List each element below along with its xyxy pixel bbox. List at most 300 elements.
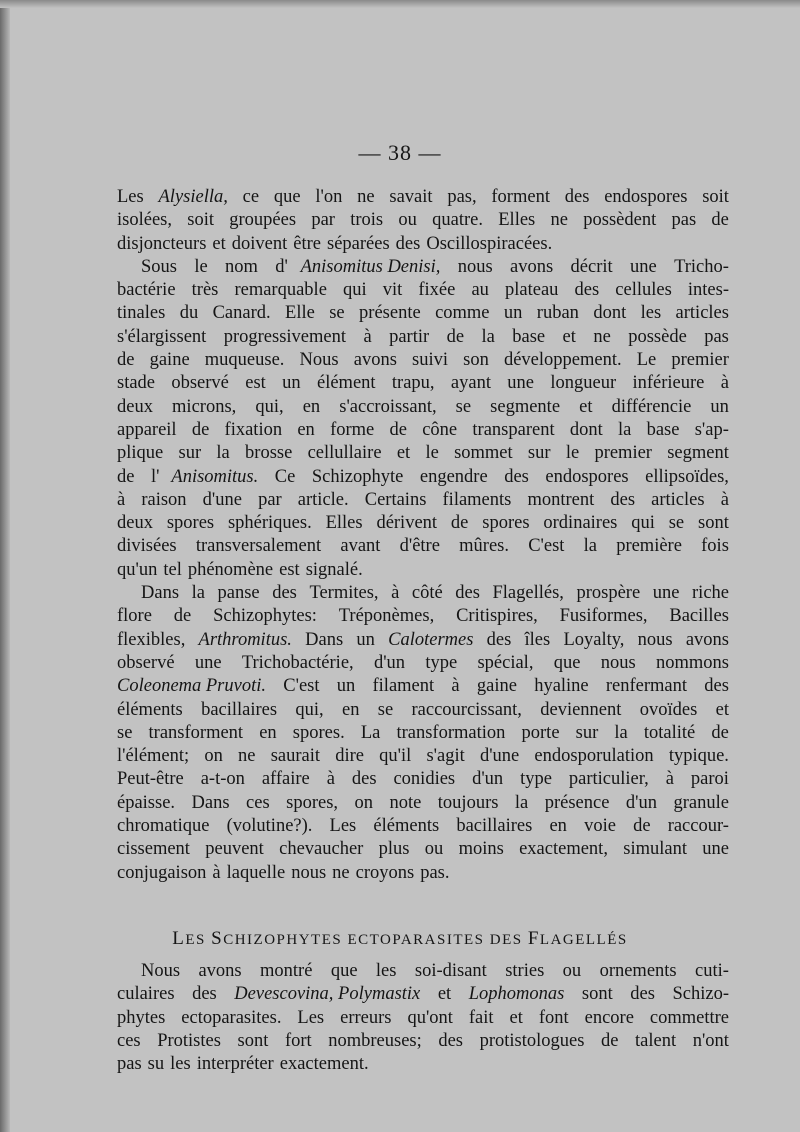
text-line <box>117 349 729 372</box>
word: d'un <box>373 652 406 673</box>
body-text <box>117 186 729 885</box>
word: riche <box>692 583 729 604</box>
word: microns, <box>172 396 237 417</box>
word: avant <box>340 536 381 557</box>
word: a-t-on <box>200 769 245 790</box>
word: observé <box>171 373 229 394</box>
word: Elles <box>325 513 363 534</box>
word: à <box>363 326 372 347</box>
word: bacillaires <box>456 816 533 837</box>
word: paroi <box>690 769 729 790</box>
text-line <box>117 652 729 675</box>
word: dont <box>593 303 627 324</box>
word: suivi <box>412 350 449 371</box>
word: d'une <box>202 489 242 510</box>
word: fixation <box>224 419 283 440</box>
text-line <box>117 396 729 419</box>
word: la <box>514 792 529 813</box>
text-line <box>117 768 729 791</box>
word: flexibles, <box>117 629 186 650</box>
word: culaires <box>117 984 175 1005</box>
word: de <box>711 722 729 743</box>
word: ces <box>246 792 270 813</box>
word: divisées <box>117 536 177 557</box>
word: C'est <box>283 676 320 697</box>
heading-capital: F <box>527 928 540 949</box>
word: filament <box>372 676 435 697</box>
word: un <box>282 373 301 394</box>
word: se <box>455 396 472 417</box>
text-line <box>117 279 729 302</box>
word: une <box>652 583 680 604</box>
word: phénomène <box>187 559 274 580</box>
word: toujours <box>437 792 499 813</box>
word: développement. <box>503 350 622 371</box>
word: îles <box>524 629 551 650</box>
heading-capital: S <box>211 928 224 949</box>
word: d'un <box>625 792 658 813</box>
text-line <box>117 302 729 325</box>
word: qui <box>343 280 367 301</box>
word: une <box>194 652 222 673</box>
text-line <box>117 535 729 558</box>
word: spores <box>482 513 530 534</box>
word: Ce <box>274 466 296 487</box>
word: font <box>538 1007 569 1028</box>
word: ne <box>357 187 375 207</box>
word: Peut-être <box>117 769 184 790</box>
word: type <box>425 652 458 673</box>
word: deviennent <box>540 699 622 720</box>
word: ces <box>117 1030 141 1051</box>
word: premier <box>671 350 729 371</box>
word: sur <box>178 443 202 464</box>
word: raison <box>141 489 187 510</box>
word: des <box>438 1030 463 1051</box>
word: typique. <box>668 746 729 767</box>
word: nous <box>600 652 636 673</box>
section-heading <box>0 928 800 950</box>
word: fois <box>701 536 729 557</box>
text-line <box>117 186 729 209</box>
body-text-continued <box>117 960 729 1076</box>
word: intes- <box>687 280 729 301</box>
word: et <box>437 984 452 1005</box>
text-line <box>117 815 729 838</box>
word: des <box>504 466 529 487</box>
italic-word: Alysiella, <box>158 187 228 207</box>
text-line <box>117 792 729 815</box>
word: ovoïdes <box>639 699 698 720</box>
word: stries <box>505 961 545 981</box>
word: ellipsoïdes, <box>645 466 729 487</box>
word: de <box>633 816 651 837</box>
word: nombreuses; <box>328 1030 422 1051</box>
word: la <box>617 419 632 440</box>
word: simulant <box>623 839 687 860</box>
word: nous <box>291 862 327 883</box>
word: cuti- <box>695 961 729 981</box>
word: s'accroissant, <box>339 396 437 417</box>
text-line <box>117 326 729 349</box>
word: la <box>191 583 205 604</box>
word: remarquable <box>234 280 327 301</box>
word: côté <box>411 583 443 604</box>
word: trois <box>350 210 384 231</box>
word: d'un <box>472 769 504 790</box>
word: avons <box>510 256 554 277</box>
word: conidies <box>393 769 456 790</box>
word: Canard. <box>212 303 271 324</box>
word: très <box>191 280 219 301</box>
word: séparées <box>327 233 390 254</box>
text-line <box>117 582 729 605</box>
word: éléments <box>117 699 183 720</box>
word: et <box>509 1007 523 1028</box>
word: soit <box>187 210 214 231</box>
word: Dans <box>141 583 180 604</box>
page-edge-shadow <box>0 0 10 1132</box>
word: à <box>326 769 335 790</box>
word: laquelle <box>226 862 286 883</box>
word: les <box>640 303 662 324</box>
text-line <box>117 512 729 535</box>
word: comme <box>435 303 490 324</box>
word: l' <box>151 466 160 487</box>
word: éléments <box>373 816 440 837</box>
word: un <box>710 396 729 417</box>
word: un <box>356 629 375 650</box>
word: son <box>463 350 489 371</box>
word: des <box>395 233 421 254</box>
word: transparent <box>472 419 555 440</box>
word: affaire <box>261 769 310 790</box>
paragraph <box>117 960 729 1076</box>
word: endospores <box>604 187 688 207</box>
word: fait <box>468 1007 494 1028</box>
word: endospores <box>545 466 629 487</box>
word: montré <box>260 961 313 981</box>
text-line <box>117 838 729 861</box>
word: renfermant <box>605 676 688 697</box>
word: la <box>583 536 597 557</box>
word: des <box>704 676 729 697</box>
word: plique <box>117 443 164 464</box>
word: moins <box>458 839 504 860</box>
word: spécial, <box>477 652 534 673</box>
word: partir <box>389 326 430 347</box>
word: le <box>565 443 580 464</box>
word: s'agit <box>426 746 465 767</box>
word: signalé. <box>305 559 363 580</box>
word: et <box>562 326 576 347</box>
word: pas. <box>420 862 450 883</box>
text-line <box>117 960 729 983</box>
word: présente <box>359 303 421 324</box>
page-number: — 38 — <box>358 140 442 165</box>
word: qui <box>631 513 655 534</box>
word: Tréponèmes, <box>338 606 435 627</box>
text-line <box>117 209 729 232</box>
word: différencie <box>611 396 692 417</box>
word: peuvent <box>205 839 264 860</box>
text-line <box>117 983 729 1006</box>
text-line <box>117 699 729 722</box>
word: plus <box>378 839 410 860</box>
word: pas <box>704 326 729 347</box>
text-line <box>117 1030 729 1053</box>
word: nous <box>457 256 493 277</box>
word: su <box>147 1054 165 1075</box>
word: d' <box>275 256 288 277</box>
word: Protistes <box>157 1030 221 1051</box>
text-line <box>117 466 729 489</box>
word: montrent <box>527 489 595 510</box>
word: qui, <box>295 699 324 720</box>
word: raccourcissant, <box>411 699 522 720</box>
word: encore <box>584 1007 634 1028</box>
word: le <box>425 443 439 464</box>
word: les <box>170 1054 191 1075</box>
word: exactement. <box>279 1054 369 1075</box>
heading-capital: L <box>172 928 186 949</box>
word: exactement, <box>519 839 608 860</box>
word: spores, <box>286 792 339 813</box>
italic-word: Arthromitus. <box>198 629 292 650</box>
word: cellullaire <box>307 443 382 464</box>
word: talent <box>635 1030 677 1051</box>
word: des <box>455 583 480 604</box>
word: les <box>375 961 397 981</box>
word: qu'un <box>117 559 158 580</box>
word: Critispires, <box>456 606 538 627</box>
word: de <box>446 326 465 347</box>
word: ayant <box>450 373 491 394</box>
word: Nous <box>141 961 181 981</box>
word: protistologues <box>479 1030 585 1051</box>
word: Les <box>297 1007 325 1028</box>
word: quatre. <box>432 210 483 231</box>
word: la <box>216 443 230 464</box>
word: prospère <box>576 583 641 604</box>
word: sont <box>237 1030 269 1051</box>
word: Le <box>636 350 657 371</box>
text-line <box>117 256 729 279</box>
word: de <box>601 1030 619 1051</box>
word: C'est <box>528 536 565 557</box>
word: panse <box>217 583 260 604</box>
word: nommons <box>655 652 729 673</box>
word: endosporulation <box>534 746 654 767</box>
word: muqueuse. <box>204 350 285 371</box>
word: par <box>311 210 335 231</box>
word: le <box>194 256 208 277</box>
word: sphériques. <box>227 513 312 534</box>
word: un <box>503 303 523 324</box>
word: interpréter <box>196 1054 274 1075</box>
word: granule <box>673 792 729 813</box>
word: s'ap- <box>694 419 729 440</box>
text-line <box>117 629 729 652</box>
word: cellules <box>615 280 672 301</box>
word: deux <box>117 513 153 534</box>
word: des <box>564 187 590 207</box>
word: en <box>259 722 277 743</box>
word: Schizophyte <box>311 466 404 487</box>
word: sur <box>575 722 599 743</box>
word: pas <box>117 1054 142 1075</box>
word: et <box>715 699 729 720</box>
word: pas <box>671 210 697 231</box>
word: en <box>297 419 315 440</box>
word: avons <box>685 629 729 650</box>
word: ordinaires <box>543 513 618 534</box>
italic-word: Calotermes <box>388 629 474 650</box>
text-line <box>117 442 729 465</box>
word: élément <box>317 373 376 394</box>
word: gaine <box>476 676 517 697</box>
word: des <box>192 984 217 1005</box>
word: s'élargissent <box>117 326 207 347</box>
word: sur <box>527 443 551 464</box>
word: sont <box>581 984 613 1005</box>
word: Bacilles <box>669 606 729 627</box>
word: bactérie <box>117 280 176 301</box>
word: note <box>389 792 422 813</box>
word: isolées, <box>117 210 172 231</box>
italic-word: Coleonema Pruvoti. <box>117 676 267 697</box>
word: transforment <box>148 722 244 743</box>
text-line <box>117 745 729 768</box>
word: la <box>481 326 495 347</box>
word: une <box>702 839 729 860</box>
word: Termites, <box>309 583 379 604</box>
word: épaisse. <box>117 792 176 813</box>
word: flore <box>117 606 152 627</box>
heading-smallcaps: CHIZOPHYTES ECTOPARASITES DES <box>223 932 528 948</box>
word: bacillaires <box>201 699 278 720</box>
word: article. <box>297 489 349 510</box>
word: erreurs <box>340 1007 392 1028</box>
word: ou <box>562 961 582 981</box>
word: possèdent <box>583 210 657 231</box>
italic-word: Devescovina, Polymastix <box>234 984 421 1005</box>
word: de <box>173 606 192 627</box>
word: qu'ont <box>407 1007 453 1028</box>
word: tel <box>163 559 182 580</box>
word: dont <box>569 419 603 440</box>
word: base <box>512 326 546 347</box>
word: commettre <box>649 1007 729 1028</box>
word: ne <box>550 210 568 231</box>
word: Elles <box>498 210 536 231</box>
word: on <box>204 746 223 767</box>
word: progressivement <box>223 326 347 347</box>
text-line <box>117 419 729 442</box>
word: du <box>179 303 199 324</box>
word: chromatique <box>117 816 210 837</box>
word: nous <box>637 629 673 650</box>
word: qu'il <box>379 746 412 767</box>
text-line <box>117 233 729 256</box>
paragraph <box>117 256 729 582</box>
word: Elle <box>285 303 315 324</box>
word: ou <box>424 839 444 860</box>
word: possède <box>628 326 687 347</box>
word: disjoncteurs <box>117 233 207 254</box>
word: des <box>630 984 655 1005</box>
word: des <box>610 489 636 510</box>
text-line <box>117 559 729 582</box>
word: en <box>302 396 321 417</box>
word: fort <box>284 1030 312 1051</box>
word: de <box>711 210 729 231</box>
word: plateau <box>505 280 559 301</box>
word: la <box>614 722 628 743</box>
word: des <box>574 280 600 301</box>
word: transversalement <box>195 536 322 557</box>
word: Loyalty, <box>563 629 625 650</box>
word: dire <box>335 746 364 767</box>
word: que <box>273 187 301 207</box>
word: présence <box>544 792 610 813</box>
word: soit <box>702 187 729 207</box>
word: segment <box>667 443 729 464</box>
word: Les <box>329 816 357 837</box>
word: soi-disant <box>414 961 487 981</box>
word: appareil <box>117 419 177 440</box>
text-line <box>117 675 729 698</box>
word: ornements <box>599 961 677 981</box>
word: à <box>720 489 729 510</box>
word: stade <box>117 373 156 394</box>
text-line <box>117 1007 729 1030</box>
word: une <box>630 256 657 277</box>
word: phytes <box>117 1007 166 1028</box>
word: en <box>341 699 360 720</box>
word: engendre <box>419 466 488 487</box>
word: transformation <box>396 722 506 743</box>
word: conjugaison <box>117 862 207 883</box>
word: particulier, <box>568 769 649 790</box>
heading-smallcaps: ES <box>185 932 212 948</box>
word: est <box>279 559 300 580</box>
word: et <box>212 233 226 254</box>
word: sommet <box>454 443 513 464</box>
word: croyons <box>355 862 415 883</box>
word: trapu, <box>391 373 435 394</box>
word: savait <box>389 187 433 207</box>
word: sont <box>698 513 729 534</box>
word: gaine <box>149 350 190 371</box>
word: d'une <box>479 746 520 767</box>
word: Schizo- <box>672 984 729 1005</box>
word: au <box>471 280 489 301</box>
word: premier <box>594 443 652 464</box>
word: par <box>258 489 282 510</box>
word: une <box>507 373 535 394</box>
word: dérivent <box>376 513 438 534</box>
word: Certains <box>364 489 427 510</box>
word: groupées <box>229 210 297 231</box>
word: l'élément; <box>117 746 190 767</box>
word: à <box>391 583 400 604</box>
word: raccour- <box>667 816 729 837</box>
word: doivent <box>231 233 288 254</box>
word: avons <box>198 961 242 981</box>
word: on <box>354 792 373 813</box>
word: est <box>245 373 266 394</box>
